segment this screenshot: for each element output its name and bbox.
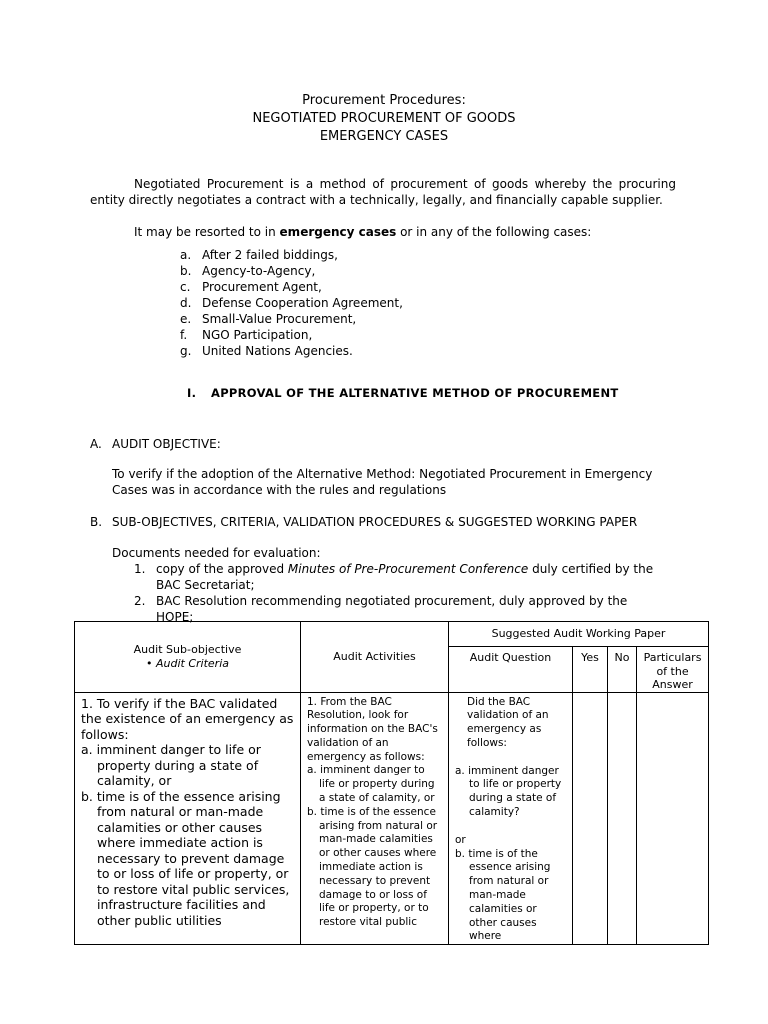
audit-objective-text: To verify if the adoption of the Alternative Method: Negotiated Procurement in Emergency Cases was in accordance with the rules and regulations xyxy=(112,467,653,497)
list-item xyxy=(180,343,403,359)
list-item xyxy=(180,295,403,311)
section-heading xyxy=(187,386,619,400)
list-text: United Nations Agencies. xyxy=(202,344,353,358)
question-item-b: b. time is of the essence arising from natural or man-made calamities or other causes where xyxy=(455,847,551,943)
list-item xyxy=(180,263,403,279)
cell-yes xyxy=(573,692,608,945)
list-letter: b. xyxy=(180,264,192,278)
documents-list xyxy=(134,561,654,625)
case-list xyxy=(180,247,403,359)
documents-label: Documents needed for evaluation: xyxy=(112,546,321,560)
list-text: Procurement Agent, xyxy=(202,280,322,294)
resort-after: or in any of the following cases: xyxy=(396,225,592,239)
list-item xyxy=(134,561,654,593)
resort-bold: emergency cases xyxy=(279,225,397,239)
doc-title-line3: EMERGENCY CASES xyxy=(319,129,449,144)
objective-item-b: b. time is of the essence arising from natural or man-made calamities or other causes where immediate action is necessary to prevent damage to or loss of life or property, or to restore vital public services, infrastructure facilities and other public utilities xyxy=(81,788,290,928)
list-letter: f. xyxy=(180,328,188,342)
list-text: After 2 failed biddings, xyxy=(202,248,338,262)
activity-lead: 1. From the BAC Resolution, look for information on the BAC's validation of an emergency as follows: xyxy=(307,695,438,763)
list-text: BAC Resolution recommending negotiated procurement, duly approved by the HOPE; xyxy=(156,594,628,624)
header-yes: Yes xyxy=(573,647,608,693)
question-lead: Did the BAC validation of an emergency as follows: xyxy=(467,695,549,749)
question-or: or xyxy=(455,833,466,846)
cell-activities xyxy=(301,692,449,945)
header-particulars: Particulars of the Answer xyxy=(637,647,709,693)
list-letter: g. xyxy=(180,344,192,358)
intro-paragraph: Negotiated Procurement is a method of procurement of goods whereby the procuring entity directly negotiates a contract with a technically, legally, and financially capable supplier. xyxy=(90,177,676,207)
list-text: Small-Value Procurement, xyxy=(202,312,357,326)
list-letter: c. xyxy=(180,280,191,294)
cell-particulars xyxy=(637,692,709,945)
doc-item1-post: duly certified by the BAC Secretariat; xyxy=(156,562,654,592)
list-text: Defense Cooperation Agreement, xyxy=(202,296,403,310)
doc-title-line2: NEGOTIATED PROCUREMENT OF GOODS xyxy=(252,111,516,126)
resort-sentence xyxy=(134,224,591,240)
subheading-title: AUDIT OBJECTIVE: xyxy=(112,437,221,451)
header-sub-objective xyxy=(75,622,301,693)
list-text xyxy=(156,561,654,593)
resort-before: It may be resorted to in xyxy=(134,225,280,239)
list-text: NGO Participation, xyxy=(202,328,313,342)
cell-question xyxy=(449,692,573,945)
list-item xyxy=(180,279,403,295)
header-criteria: • Audit Criteria xyxy=(145,656,229,670)
list-letter: a. xyxy=(180,248,192,262)
list-item xyxy=(180,327,403,343)
subheading-title: SUB-OBJECTIVES, CRITERIA, VALIDATION PROCEDURES & SUGGESTED WORKING PAPER xyxy=(112,515,638,529)
audit-table xyxy=(74,621,709,945)
list-number: 2. xyxy=(134,594,146,608)
audit-objective-heading xyxy=(90,436,221,452)
header-no: No xyxy=(608,647,637,693)
doc-item1-pre: copy of the approved xyxy=(156,562,288,576)
list-text: Agency-to-Agency, xyxy=(202,264,316,278)
subheading-letter: A. xyxy=(90,437,102,451)
list-letter: d. xyxy=(180,296,192,310)
table-row xyxy=(75,692,709,945)
doc-title-line1: Procurement Procedures: xyxy=(302,93,466,108)
sub-objectives-heading xyxy=(90,514,637,530)
list-item xyxy=(180,247,403,263)
question-item-a: a. imminent danger to life or property during a state of calamity? xyxy=(455,764,562,819)
cell-no xyxy=(608,692,637,945)
doc-item1-italic: Minutes of Pre-Procurement Conference xyxy=(287,562,529,576)
section-title: APPROVAL OF THE ALTERNATIVE METHOD OF PROCUREMENT xyxy=(211,386,619,400)
activity-item-a: a. imminent danger to life or property during a state of calamity, or xyxy=(307,764,435,805)
cell-objective xyxy=(75,692,301,945)
header-sub-objective-label: Audit Sub-objective xyxy=(133,643,242,657)
objective-item-a: a. imminent danger to life or property during a state of calamity, or xyxy=(81,742,261,788)
objective-lead: 1. To verify if the BAC validated the existence of an emergency as follows: xyxy=(81,695,294,742)
activity-item-b: b. time is of the essence arising from natural or man-made calamities or other causes where immediate action is necessary to prevent damage to or loss of life or property, or to restore vital public xyxy=(307,805,438,929)
list-letter: e. xyxy=(180,312,192,326)
list-item xyxy=(180,311,403,327)
header-criteria-label: Audit Criteria xyxy=(155,656,229,670)
section-number: I. xyxy=(187,386,197,400)
list-number: 1. xyxy=(134,562,146,576)
header-question: Audit Question xyxy=(449,647,573,693)
header-activities: Audit Activities xyxy=(301,622,449,693)
subheading-letter: B. xyxy=(90,515,103,529)
header-suggested: Suggested Audit Working Paper xyxy=(449,622,709,647)
